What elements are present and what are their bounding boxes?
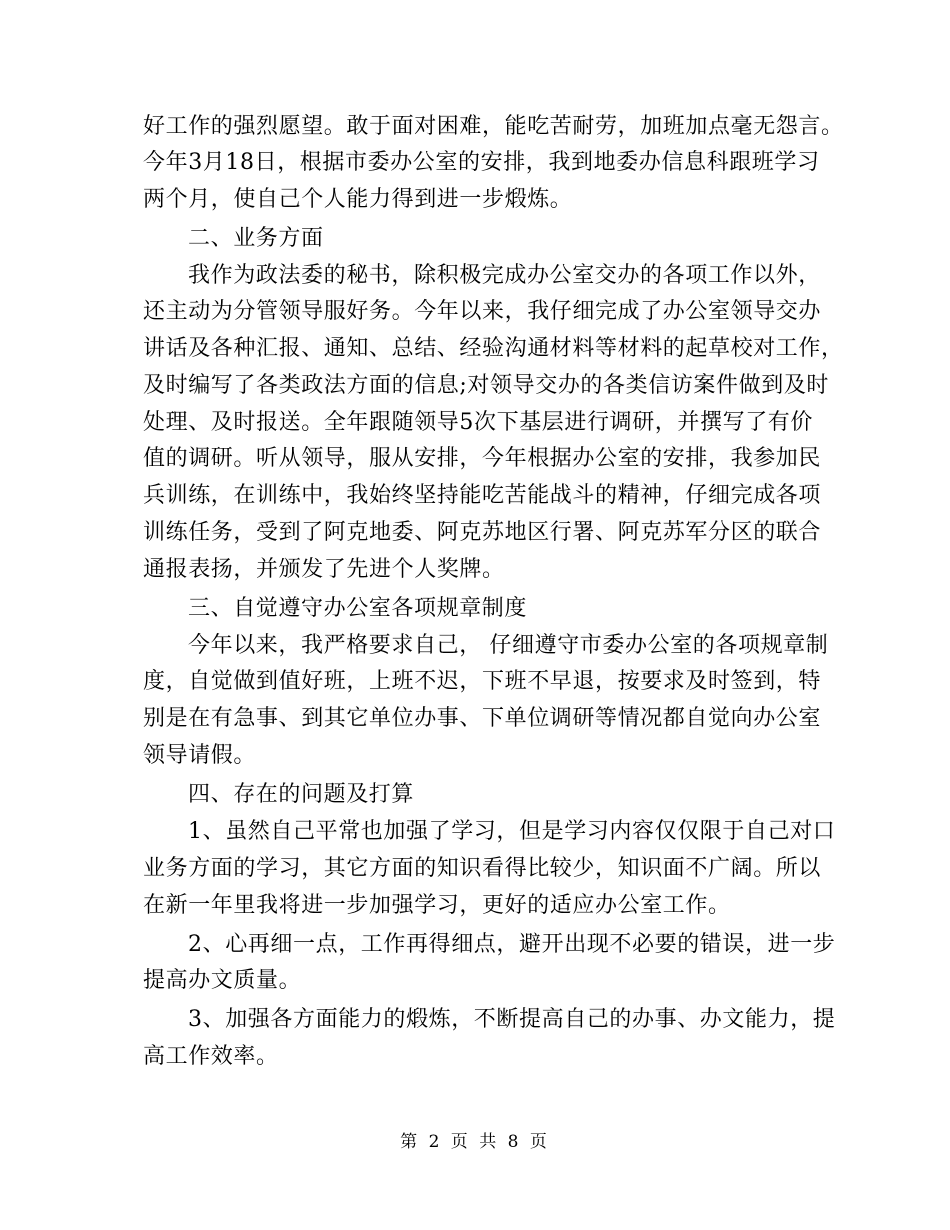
body-line: 训练任务，受到了阿克地委、阿克苏地区行署、阿克苏军分区的联合 [143, 520, 822, 545]
body-line: 及时编写了各类政法方面的信息;对领导交办的各类信访案件做到及时 [143, 373, 830, 398]
body-line: 处理、及时报送。全年跟随领导5次下基层进行调研，并撰写了有价 [143, 410, 813, 435]
body-line: 今年3月18日，根据市委办公室的安排，我到地委办信息科跟班学习 [143, 150, 820, 175]
body-line: 通报表扬，并颁发了先进个人奖牌。 [143, 557, 505, 582]
body-line: 兵训练，在训练中，我始终坚持能吃苦能战斗的精神，仔细完成各项 [143, 483, 822, 508]
body-line: 提高办文质量。 [143, 968, 302, 993]
body-line: 今年以来，我严格要求自己， 仔细遵守市委办公室的各项规章制 [188, 633, 829, 658]
body-line: 值的调研。听从领导，服从安排，今年根据办公室的安排，我参加民 [143, 446, 822, 471]
body-line: 还主动为分管领导服好务。今年以来，我仔细完成了办公室领导交办 [143, 299, 822, 324]
body-line: 别是在有急事、到其它单位办事、下单位调研等情况都自觉向办公室 [143, 706, 822, 731]
body-line: 两个月，使自己个人能力得到进一步煅炼。 [143, 187, 573, 212]
body-line: 我作为政法委的秘书，除积极完成办公室交办的各项工作以外， [188, 263, 821, 288]
body-line: 1、虽然自己平常也加强了学习，但是学习内容仅仅限于自己对口 [188, 819, 836, 844]
body-line: 讲话及各种汇报、通知、总结、经验沟通材料等材料的起草校对工作， [143, 336, 844, 361]
section-heading: 二、业务方面 [188, 226, 324, 251]
body-line: 好工作的强烈愿望。敢于面对困难，能吃苦耐劳，加班加点毫无怨言。 [143, 114, 844, 139]
page-number: 第 2 页 共 8 页 [400, 1132, 550, 1152]
body-line: 领导请假。 [143, 743, 257, 768]
section-heading: 三、自觉遵守办公室各项规章制度 [188, 596, 528, 621]
body-line: 在新一年里我将进一步加强学习，更好的适应办公室工作。 [143, 893, 731, 918]
body-line: 3、加强各方面能力的煅炼，不断提高自己的办事、办文能力，提 [188, 1007, 836, 1032]
body-line: 2、心再细一点，工作再得细点，避开出现不必要的错误，进一步 [188, 932, 836, 957]
body-line: 高工作效率。 [143, 1044, 279, 1069]
body-line: 业务方面的学习，其它方面的知识看得比较少，知识面不广阔。所以 [143, 856, 822, 881]
body-line: 度，自觉做到值好班，上班不迟，下班不早退，按要求及时签到，特 [143, 669, 822, 694]
section-heading: 四、存在的问题及打算 [188, 782, 415, 807]
